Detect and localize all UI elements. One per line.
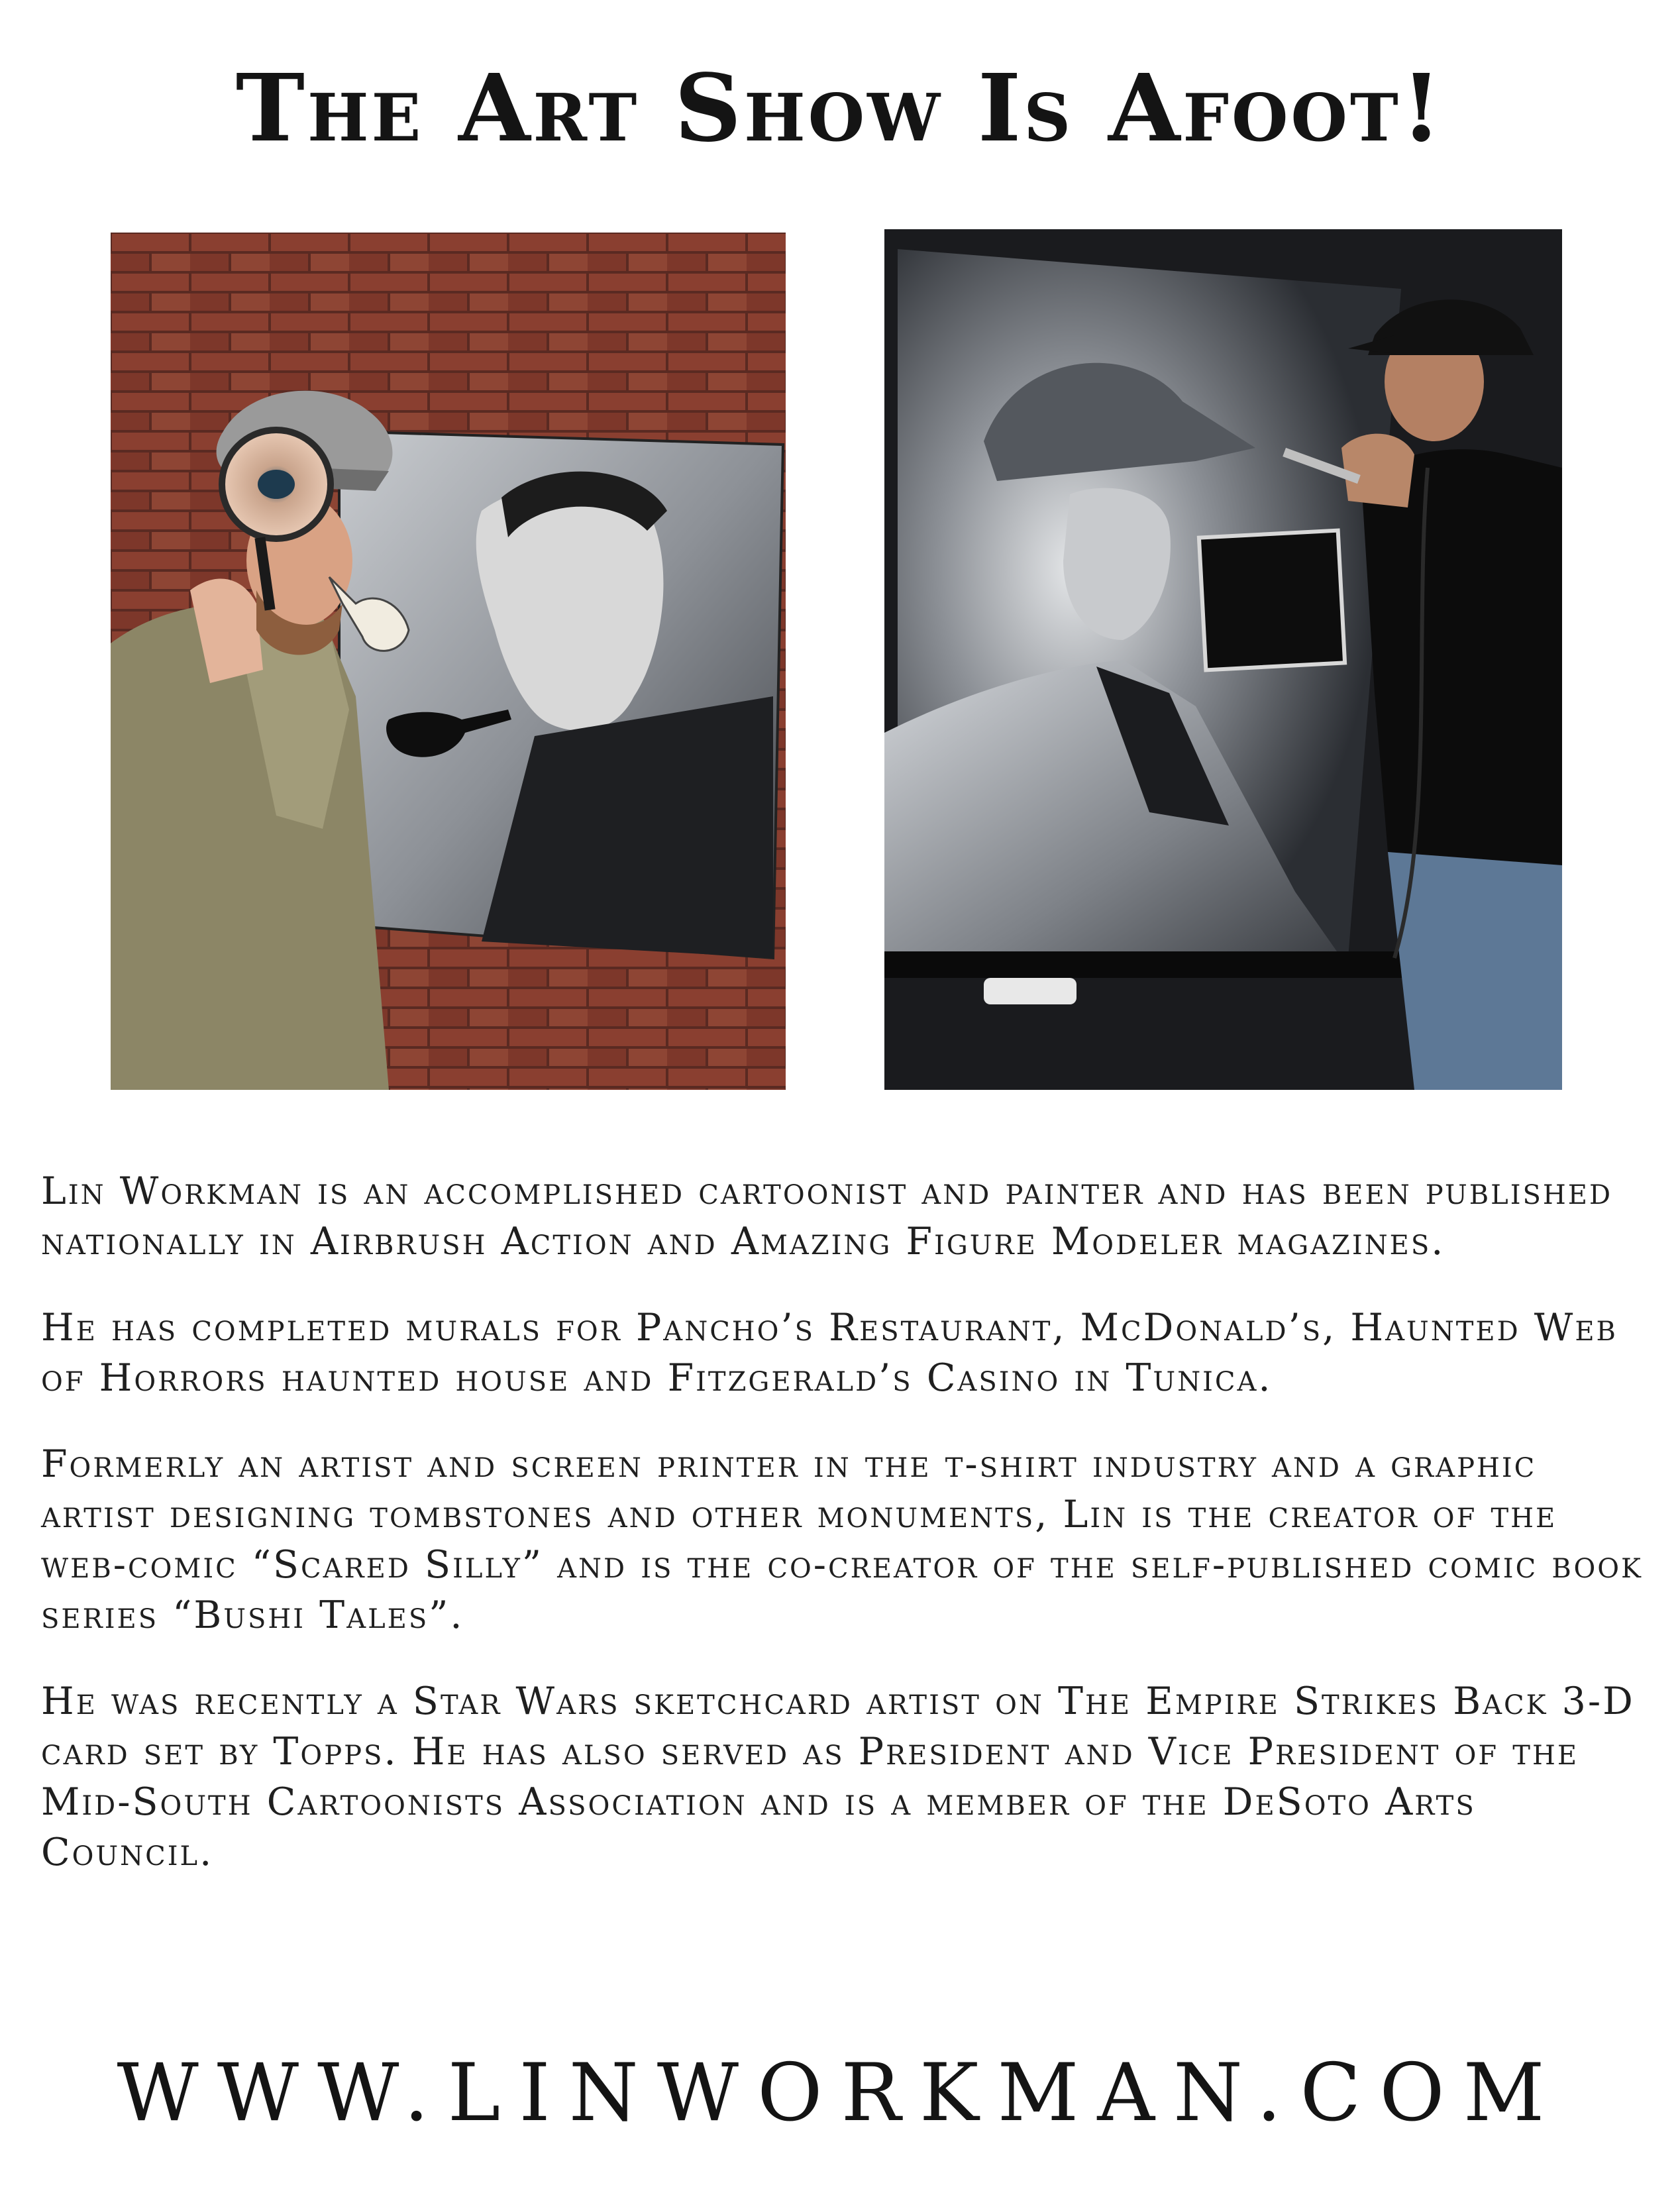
website-url-text[interactable]: WWW.LINWORKMAN.COM [117, 2047, 1563, 2139]
bio-paragraph-2: He has completed murals for Pancho’s Restaurant, McDonald’s, Haunted Web of Horrors haunted house and Fitzgerald’s Casino in Tunica. [41, 1306, 1618, 1400]
bio-paragraph-1: Lin Workman is an accomplished cartoonist and painter and has been published nationally in Airbrush Action and Amazing Figure Modeler magazines. [41, 1169, 1613, 1263]
bio-paragraph-4: He was recently a Star Wars sketchcard artist on The Empire Strikes Back 3-D card set by Topps. He has also served as President and Vice President of the Mid-South Cartoonists Association and is a member of the DeSoto Arts Council. [41, 1680, 1635, 1874]
photo-detective-with-portrait [111, 233, 786, 1090]
bio-paragraph-3: Formerly an artist and screen printer in the t-shirt industry and a graphic artist designing tombstones and other monuments, Lin is the creator of the web-comic “Scared Silly” and is the co-creator of the self-published comic book series “Bushi Tales”. [41, 1442, 1643, 1637]
bio-text [41, 1166, 1644, 1913]
photo-artist-airbrushing [884, 229, 1562, 1090]
page-title: The Art Show Is Afoot! [235, 54, 1445, 163]
website-url[interactable] [0, 2047, 1680, 2139]
